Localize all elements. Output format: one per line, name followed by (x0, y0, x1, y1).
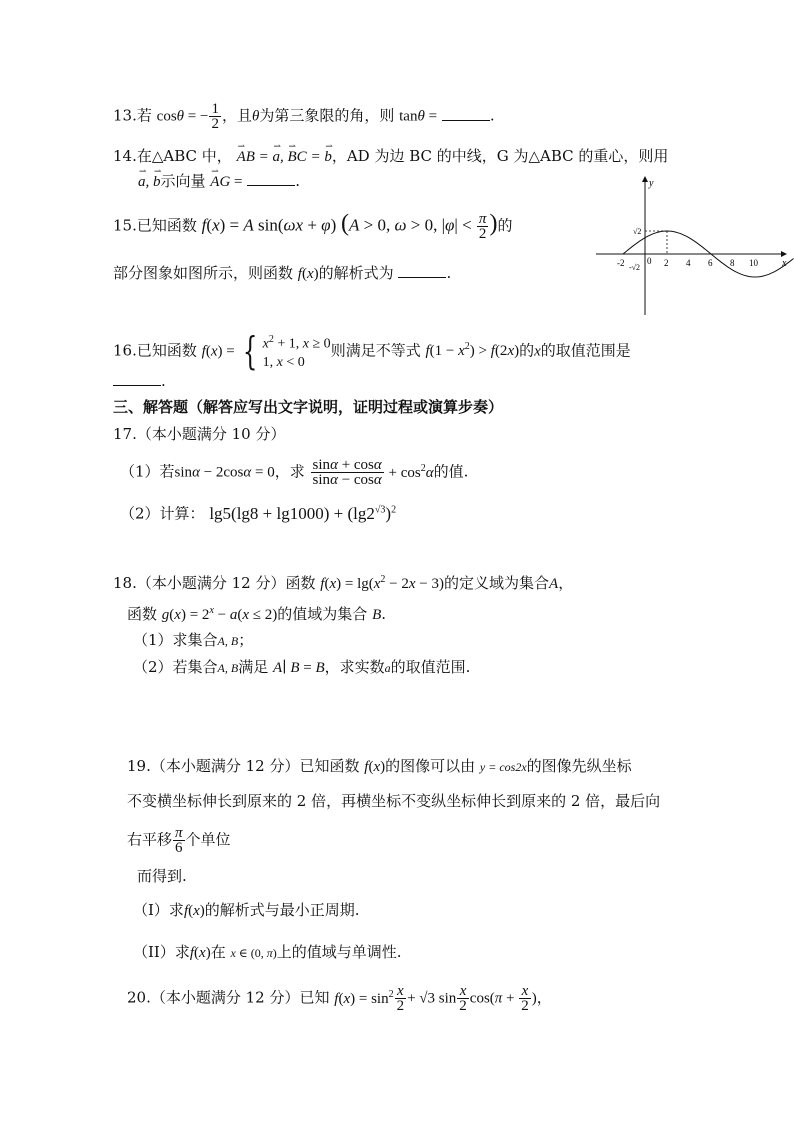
question-13: 13.若 cosθ = − $\frac{1}{2}$ ，且θ为第三象限的角，则 tanθ = . (113, 101, 495, 132)
answer-blank (442, 106, 490, 121)
origin-label: 0 (647, 256, 652, 266)
piecewise-cases: $x^2 + 1$, x ≥ 0 1, x < 0 (262, 334, 331, 370)
question-17-part-1: （1）若sinα − 2cosα = 0，求 $\frac{\sin\alpha + \cos\alpha}{\sin\alpha - \cos\alpha}$ + $\cos^2\alpha$的值. (120, 457, 469, 488)
answer-blank (398, 263, 446, 278)
question-19: 19.（本小题满分 12 分）已知函数 f(x)的图像可以由 y = cos2x的图像先纵坐标 (127, 757, 632, 775)
y-axis-label: y (649, 178, 654, 189)
function-graph (596, 175, 794, 320)
answer-blank (113, 371, 161, 386)
question-19-line-3: 右平移 $\frac{\pi}{6}$ 个单位 (127, 825, 231, 856)
question-18: 18.（本小题满分 12 分）函数 $f(x) = \lg(x^2 - 2x - 3)$的定义域为集合A， (113, 574, 574, 592)
question-number: 16. (113, 341, 137, 360)
x-tick-label: 2 (664, 258, 669, 268)
answer-blank (247, 171, 295, 186)
fraction: $\frac{\sin\alpha + \cos\alpha}{\sin\alpha - \cos\alpha}$ (312, 457, 382, 488)
function-definition: f(x) = A sin(ωx + φ) (201, 215, 337, 235)
x-tick-label: -2 (617, 258, 625, 268)
section-heading: 三、解答题（解答应写出文字说明，证明过程或演算步奏） (113, 398, 504, 416)
question-16: 16.已知函数 f(x) = { $x^2 + 1$, x ≥ 0 1, x < 0 则满足不等式 $f(1 - x^2) > f(2x)$的x的取值范围是 (113, 329, 631, 374)
question-19-line-2: 不变横坐标伸长到原来的 2 倍，再横坐标不变纵坐标伸长到原来的 2 倍，最后向 (127, 792, 661, 810)
question-18-part-2: （2）若集合A, B满足 A∣ B = B，求实数a的取值范围. (133, 658, 471, 676)
question-20: 20.（本小题满分 12 分）已知 $f(x) = \sin^2$ $\frac{x}{2}$ + √3 sin $\frac{x}{2}$ cos(π + $\frac{x}{2}$ )， (127, 983, 552, 1014)
question-19-part-1: （I）求f(x)的解析式与最小正周期. (133, 901, 360, 919)
question-19-part-2: （II）求f(x)在 x ∈ (0, π)上的值域与单调性. (133, 943, 402, 961)
x-tick-label: 6 (708, 258, 713, 268)
question-15-cont: 部分图象如图所示，则函数 f(x)的解析式为 . (113, 264, 452, 282)
question-16-blank: . (113, 371, 166, 391)
question-14-cont: ⇀ a, ⇀ b示向量 ⇀ AG = . (138, 171, 300, 192)
x-axis-label: x (782, 258, 787, 269)
math-expression: $\lg 5(\lg 8 + \lg 1000) + (\lg 2^{√3})^2$ (209, 503, 397, 523)
question-number: 15. (113, 216, 137, 235)
fraction: $\frac{\pi}{6}$ (175, 825, 183, 856)
x-tick-label: 8 (730, 258, 735, 268)
question-17-part-2: （2）计算： $\lg 5(\lg 8 + \lg 1000) + (\lg 2^{√3})^2$ (120, 503, 397, 523)
question-15: 15.已知函数 f(x) = A sin(ωx + φ) (A > 0, ω > 0, |φ| < $\frac{\pi}{2}$ )的 (113, 210, 513, 242)
question-19-line-4: 而得到. (137, 867, 187, 885)
question-number: 13. (113, 106, 137, 125)
math-expression: $f(x) = \sin^2$ (334, 988, 394, 1007)
vector-expression: ⇀ AB = ⇀ a, ⇀ BC = ⇀ b (237, 149, 332, 165)
y-max-label: √2 (633, 227, 642, 236)
x-tick-label: 10 (749, 258, 758, 268)
math-expression: cosθ = − (156, 108, 209, 125)
fraction: $\frac{1}{2}$ (211, 101, 219, 132)
question-14: 14.在△ABC 中， ⇀ AB = ⇀ a, ⇀ BC = ⇀ b，AD 为边 BC 的中线，G 为△ABC 的重心，则用 (113, 146, 668, 167)
question-18-part-1: （1）求集合A, B； (133, 631, 254, 649)
question-18-line-2: 函数 $g(x) = 2^x - a(x \le 2)$的值域为集合 B. (127, 605, 387, 623)
x-tick-label: 4 (686, 258, 691, 268)
question-number: 14. (113, 147, 137, 165)
question-17-header: 17.（本小题满分 10 分） (113, 425, 286, 443)
y-min-label: -√2 (629, 263, 641, 272)
